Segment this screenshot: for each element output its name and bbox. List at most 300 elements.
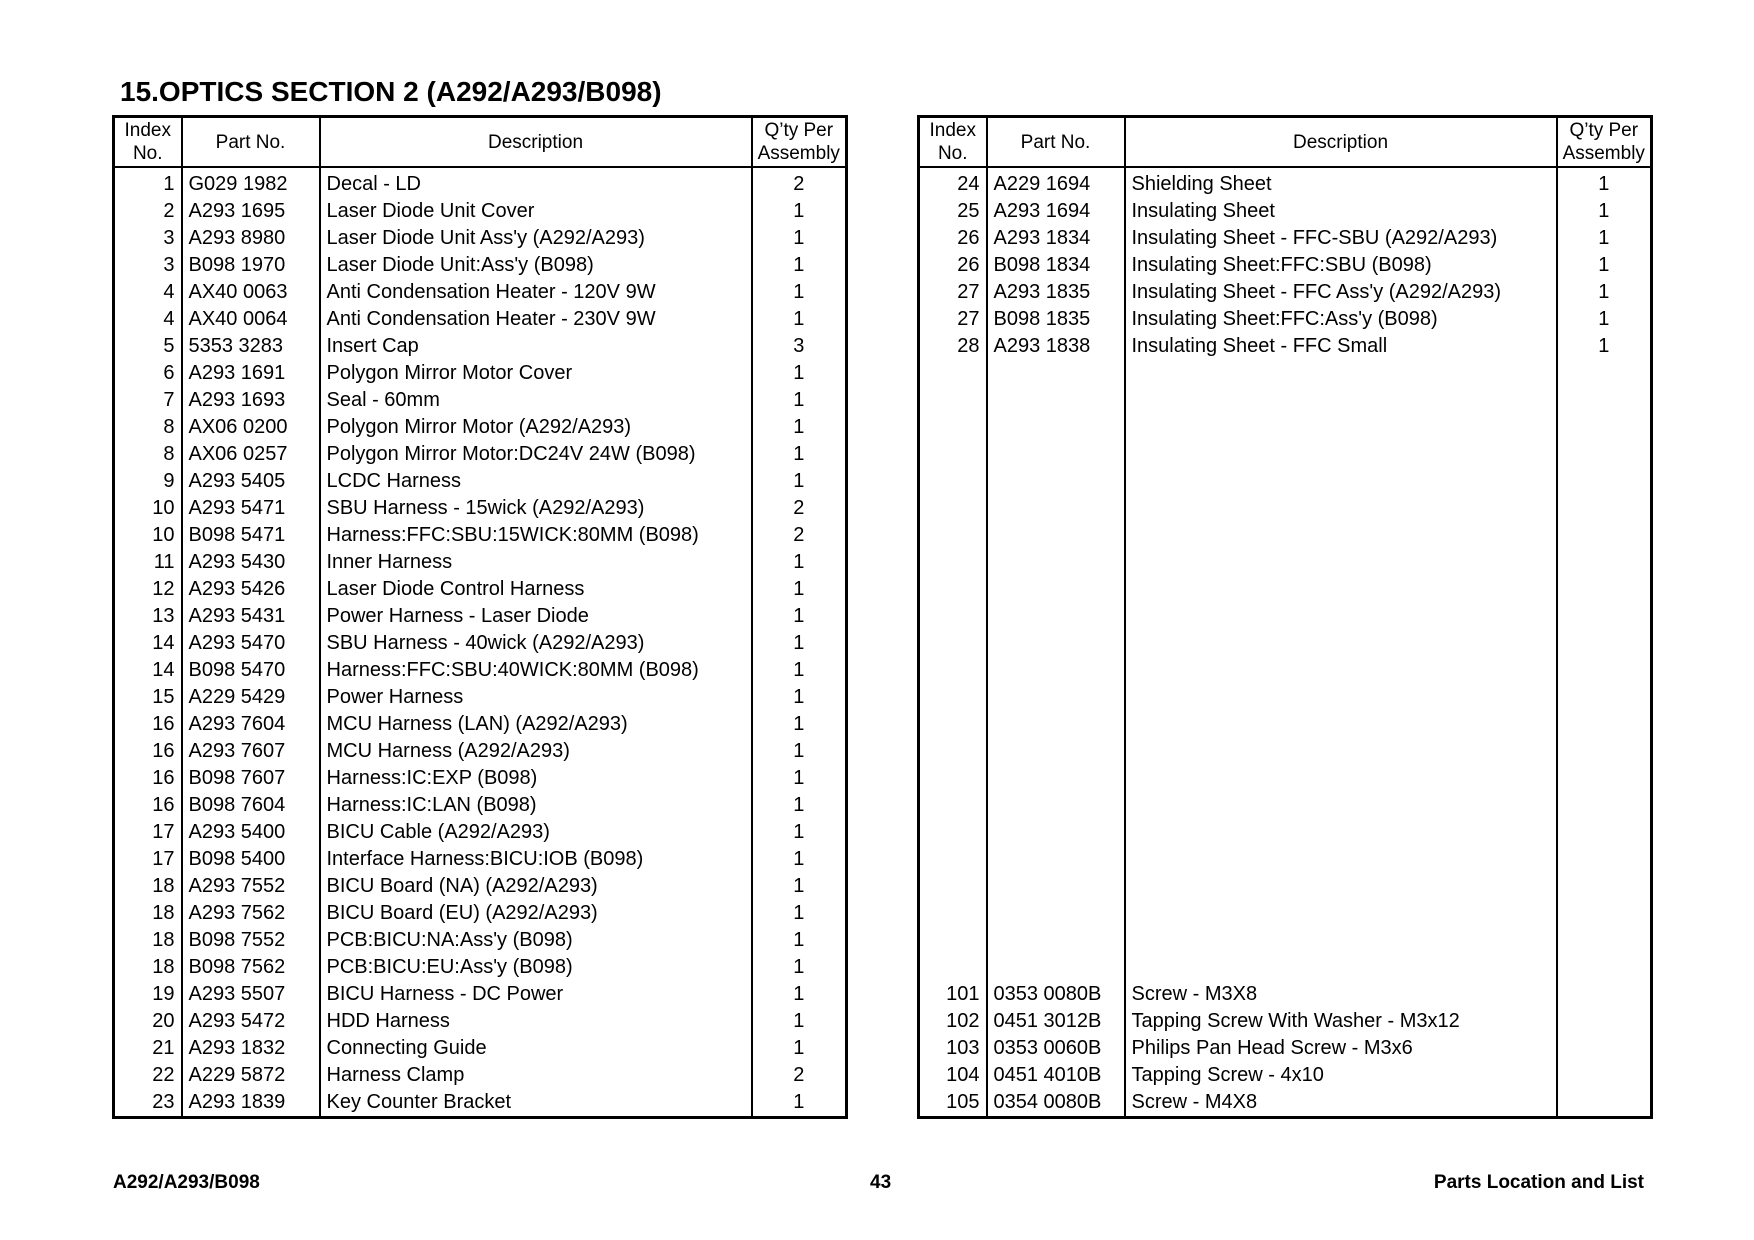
cell-part-no: B098 1834 [987,252,1125,279]
table-row [919,333,1652,360]
cell-description: Screw - M4X8 [1125,1089,1557,1118]
cell-index [919,684,987,711]
header-description: Description [1125,117,1557,168]
cell-description: MCU Harness (LAN) (A292/A293) [320,711,752,738]
cell-qty: 1 [752,873,847,900]
table-row [114,684,847,711]
cell-index: 102 [946,1010,980,1032]
cell-qty: 1 [752,927,847,954]
table-row [919,1008,1652,1035]
cell-qty: 1 [1557,333,1652,360]
header-index: Index No. [114,117,182,168]
cell-part-no [987,441,1125,468]
table-row [919,792,1652,819]
table-row [114,468,847,495]
cell-description: Harness Clamp [320,1062,752,1089]
cell-description [1125,549,1557,576]
cell-index [919,900,987,927]
header-qty: Q’ty Per Assembly [752,117,847,168]
cell-part-no: A293 7604 [182,711,320,738]
cell-description [1125,927,1557,954]
cell-description: Harness:IC:LAN (B098) [320,792,752,819]
table-header-row [919,117,1652,168]
cell-qty: 1 [1557,279,1652,306]
cell-index: 15 [152,686,175,708]
cell-part-no: 0451 3012B [987,1008,1125,1035]
table-row [919,306,1652,333]
table-row [919,576,1652,603]
cell-part-no [987,765,1125,792]
cell-description [1125,630,1557,657]
cell-part-no: 0353 0060B [987,1035,1125,1062]
table-row [919,738,1652,765]
cell-part-no: B098 5400 [182,846,320,873]
cell-qty [1557,927,1652,954]
cell-part-no: A293 1695 [182,198,320,225]
cell-part-no: B098 1835 [987,306,1125,333]
table-row [919,252,1652,279]
cell-description [1125,468,1557,495]
cell-qty: 1 [1557,167,1652,198]
table-row [114,495,847,522]
cell-part-no: A293 5431 [182,603,320,630]
cell-part-no: A293 8980 [182,225,320,252]
cell-description [1125,495,1557,522]
cell-part-no [987,792,1125,819]
cell-index [919,927,987,954]
cell-index [919,468,987,495]
table-row [114,441,847,468]
table-row [114,279,847,306]
table-row [919,981,1652,1008]
cell-part-no: 5353 3283 [182,333,320,360]
cell-index: 4 [163,308,175,330]
cell-index [919,360,987,387]
table-row [919,360,1652,387]
table-row [919,198,1652,225]
cell-description: SBU Harness - 15wick (A292/A293) [320,495,752,522]
cell-part-no: 0451 4010B [987,1062,1125,1089]
table-row [919,873,1652,900]
header-qty: Q’ty Per Assembly [1557,117,1652,168]
cell-qty [1557,576,1652,603]
cell-index: 6 [163,362,175,384]
cell-qty: 1 [752,252,847,279]
cell-index [919,738,987,765]
cell-index: 27 [957,281,980,303]
cell-part-no [987,468,1125,495]
cell-part-no [987,495,1125,522]
cell-description: MCU Harness (A292/A293) [320,738,752,765]
cell-description [1125,873,1557,900]
footer-page-number: 43 [870,1172,892,1193]
cell-description: Seal - 60mm [320,387,752,414]
cell-index: 12 [152,578,175,600]
cell-description [1125,711,1557,738]
cell-part-no: AX06 0257 [182,441,320,468]
cell-part-no: A293 7562 [182,900,320,927]
cell-index: 5 [163,335,175,357]
cell-description: Interface Harness:BICU:IOB (B098) [320,846,752,873]
cell-description: HDD Harness [320,1008,752,1035]
cell-index: 26 [957,254,980,276]
cell-description: Polygon Mirror Motor Cover [320,360,752,387]
cell-index: 27 [957,308,980,330]
cell-part-no [987,657,1125,684]
cell-description: Harness:FFC:SBU:15WICK:80MM (B098) [320,522,752,549]
cell-description: Philips Pan Head Screw - M3x6 [1125,1035,1557,1062]
cell-index: 19 [152,983,175,1005]
parts-table-right-body [919,167,1652,1118]
table-row [114,1035,847,1062]
cell-index [919,792,987,819]
cell-part-no [987,603,1125,630]
cell-index: 16 [152,740,175,762]
cell-part-no: 0354 0080B [987,1089,1125,1118]
cell-description [1125,576,1557,603]
cell-part-no: A293 1838 [987,333,1125,360]
cell-part-no: A293 5471 [182,495,320,522]
cell-part-no [987,738,1125,765]
cell-qty [1557,630,1652,657]
header-part-no: Part No. [182,117,320,168]
cell-index: 17 [152,821,175,843]
cell-qty [1557,981,1652,1008]
cell-description: BICU Cable (A292/A293) [320,819,752,846]
cell-qty: 1 [752,198,847,225]
cell-index: 26 [957,227,980,249]
cell-description: Screw - M3X8 [1125,981,1557,1008]
cell-qty: 1 [752,1089,847,1118]
cell-part-no: A293 1694 [987,198,1125,225]
header-part-no: Part No. [987,117,1125,168]
table-row [919,900,1652,927]
cell-qty [1557,495,1652,522]
table-row [919,684,1652,711]
cell-description: Polygon Mirror Motor (A292/A293) [320,414,752,441]
cell-qty: 1 [752,387,847,414]
cell-part-no: B098 5470 [182,657,320,684]
table-row [114,198,847,225]
cell-description: Decal - LD [320,167,752,198]
cell-index: 23 [152,1091,175,1113]
table-row [919,657,1652,684]
parts-table-left-body [114,167,847,1118]
table-row [114,873,847,900]
cell-index: 24 [957,173,980,195]
cell-qty [1557,738,1652,765]
cell-part-no: A293 5400 [182,819,320,846]
cell-qty: 1 [1557,252,1652,279]
table-row [114,657,847,684]
cell-qty [1557,711,1652,738]
cell-description: BICU Board (NA) (A292/A293) [320,873,752,900]
cell-part-no [987,927,1125,954]
cell-part-no: B098 1970 [182,252,320,279]
table-row [114,306,847,333]
cell-part-no: A293 1834 [987,225,1125,252]
cell-qty: 1 [752,360,847,387]
cell-part-no: A293 7607 [182,738,320,765]
cell-part-no [987,846,1125,873]
cell-part-no: AX06 0200 [182,414,320,441]
cell-index: 16 [152,713,175,735]
table-row [114,630,847,657]
cell-description: Tapping Screw With Washer - M3x12 [1125,1008,1557,1035]
cell-qty: 1 [752,954,847,981]
cell-part-no [987,873,1125,900]
table-row [919,927,1652,954]
table-row [114,1062,847,1089]
cell-index [919,711,987,738]
cell-index: 1 [163,173,175,195]
cell-index: 3 [163,227,175,249]
table-row [919,387,1652,414]
cell-index: 14 [152,632,175,654]
cell-qty: 1 [1557,306,1652,333]
cell-index: 18 [152,929,175,951]
table-row [114,252,847,279]
cell-index: 10 [152,497,175,519]
cell-description: PCB:BICU:EU:Ass'y (B098) [320,954,752,981]
cell-part-no: AX40 0064 [182,306,320,333]
table-row [114,792,847,819]
cell-part-no: A293 5507 [182,981,320,1008]
cell-description: BICU Board (EU) (A292/A293) [320,900,752,927]
cell-index [919,846,987,873]
cell-index [919,495,987,522]
cell-qty [1557,414,1652,441]
cell-part-no [987,630,1125,657]
cell-index: 16 [152,767,175,789]
table-row [114,819,847,846]
cell-description [1125,846,1557,873]
cell-qty [1557,522,1652,549]
cell-qty [1557,1062,1652,1089]
cell-description: Harness:IC:EXP (B098) [320,765,752,792]
cell-description [1125,387,1557,414]
cell-description: Tapping Screw - 4x10 [1125,1062,1557,1089]
cell-description [1125,360,1557,387]
cell-index: 14 [152,659,175,681]
cell-index: 21 [152,1037,175,1059]
cell-qty: 1 [1557,225,1652,252]
table-row [114,1089,847,1118]
cell-qty [1557,900,1652,927]
cell-index: 7 [163,389,175,411]
cell-index [919,522,987,549]
cell-qty: 2 [752,167,847,198]
cell-index: 17 [152,848,175,870]
cell-index: 101 [946,983,980,1005]
cell-qty [1557,954,1652,981]
cell-description: Shielding Sheet [1125,167,1557,198]
table-row [114,522,847,549]
cell-part-no: A229 1694 [987,167,1125,198]
cell-index: 105 [946,1091,980,1113]
table-row [919,630,1652,657]
table-row [114,1008,847,1035]
cell-description [1125,657,1557,684]
cell-part-no: A229 5872 [182,1062,320,1089]
cell-description: Insulating Sheet:FFC:SBU (B098) [1125,252,1557,279]
table-row [114,846,847,873]
cell-index: 9 [163,470,175,492]
cell-index: 18 [152,875,175,897]
cell-part-no: A293 1693 [182,387,320,414]
cell-index [919,657,987,684]
cell-part-no: A293 5430 [182,549,320,576]
cell-qty [1557,1035,1652,1062]
table-row [114,225,847,252]
cell-description: Anti Condensation Heater - 120V 9W [320,279,752,306]
cell-index [919,414,987,441]
parts-table-left [112,115,848,1119]
cell-qty [1557,603,1652,630]
cell-index: 8 [163,416,175,438]
cell-qty [1557,792,1652,819]
table-row [919,414,1652,441]
table-row [114,167,847,198]
parts-table-right [917,115,1653,1119]
cell-part-no [987,819,1125,846]
cell-qty: 1 [752,306,847,333]
cell-index: 25 [957,200,980,222]
cell-description [1125,819,1557,846]
cell-index: 10 [152,524,175,546]
cell-part-no: 0353 0080B [987,981,1125,1008]
cell-part-no [987,522,1125,549]
cell-part-no [987,711,1125,738]
cell-description: Laser Diode Control Harness [320,576,752,603]
cell-index: 20 [152,1010,175,1032]
cell-qty [1557,1089,1652,1118]
table-row [114,954,847,981]
cell-qty [1557,549,1652,576]
cell-description: LCDC Harness [320,468,752,495]
cell-index [919,819,987,846]
cell-description [1125,603,1557,630]
cell-description: Inner Harness [320,549,752,576]
table-row [114,333,847,360]
footer-model: A292/A293/B098 [113,1172,260,1193]
cell-qty [1557,387,1652,414]
cell-index [919,549,987,576]
table-row [919,468,1652,495]
table-row [919,603,1652,630]
cell-qty [1557,846,1652,873]
header-description: Description [320,117,752,168]
table-row [114,900,847,927]
cell-index [919,630,987,657]
table-row [919,819,1652,846]
table-row [919,495,1652,522]
cell-description [1125,414,1557,441]
cell-description: SBU Harness - 40wick (A292/A293) [320,630,752,657]
cell-part-no: A293 7552 [182,873,320,900]
cell-index: 4 [163,281,175,303]
cell-qty [1557,819,1652,846]
cell-description: Key Counter Bracket [320,1089,752,1118]
cell-qty [1557,765,1652,792]
cell-description [1125,900,1557,927]
cell-index: 22 [152,1064,175,1086]
cell-qty: 1 [752,468,847,495]
cell-qty: 1 [752,279,847,306]
table-row [114,576,847,603]
cell-qty: 1 [752,792,847,819]
cell-part-no: A293 1691 [182,360,320,387]
cell-index [919,603,987,630]
cell-qty: 1 [752,1008,847,1035]
cell-description: Power Harness [320,684,752,711]
table-row [114,387,847,414]
cell-qty: 1 [752,711,847,738]
cell-description [1125,684,1557,711]
cell-qty: 1 [752,225,847,252]
cell-description: PCB:BICU:NA:Ass'y (B098) [320,927,752,954]
cell-qty: 2 [752,495,847,522]
cell-qty: 2 [752,522,847,549]
cell-description [1125,954,1557,981]
cell-qty: 1 [752,603,847,630]
cell-index [919,387,987,414]
table-row [114,360,847,387]
page-title: 15.OPTICS SECTION 2 (A292/A293/B098) [120,76,662,107]
cell-qty: 1 [752,738,847,765]
cell-index: 18 [152,956,175,978]
cell-qty [1557,684,1652,711]
cell-description: Anti Condensation Heater - 230V 9W [320,306,752,333]
cell-part-no: G029 1982 [182,167,320,198]
cell-qty: 1 [752,846,847,873]
cell-description [1125,765,1557,792]
cell-part-no: A293 5405 [182,468,320,495]
cell-qty [1557,441,1652,468]
cell-description: Connecting Guide [320,1035,752,1062]
cell-qty [1557,360,1652,387]
cell-part-no: A293 5426 [182,576,320,603]
cell-qty: 1 [752,819,847,846]
header-index: Index No. [919,117,987,168]
table-row [919,279,1652,306]
cell-description: Insulating Sheet - FFC Small [1125,333,1557,360]
cell-part-no [987,360,1125,387]
cell-qty: 2 [752,1062,847,1089]
table-row [919,846,1652,873]
cell-part-no [987,576,1125,603]
cell-description: Insulating Sheet - FFC Ass'y (A292/A293) [1125,279,1557,306]
cell-part-no [987,684,1125,711]
cell-part-no: A229 5429 [182,684,320,711]
cell-part-no: B098 7604 [182,792,320,819]
cell-description: Insulating Sheet [1125,198,1557,225]
cell-qty: 1 [752,1035,847,1062]
table-row [114,927,847,954]
cell-description: BICU Harness - DC Power [320,981,752,1008]
cell-index [919,873,987,900]
cell-index [919,954,987,981]
table-row [919,1035,1652,1062]
cell-index: 18 [152,902,175,924]
cell-description: Laser Diode Unit Cover [320,198,752,225]
table-row [919,225,1652,252]
cell-qty [1557,657,1652,684]
cell-index: 103 [946,1037,980,1059]
table-row [114,981,847,1008]
cell-qty: 1 [752,441,847,468]
cell-qty: 1 [752,900,847,927]
